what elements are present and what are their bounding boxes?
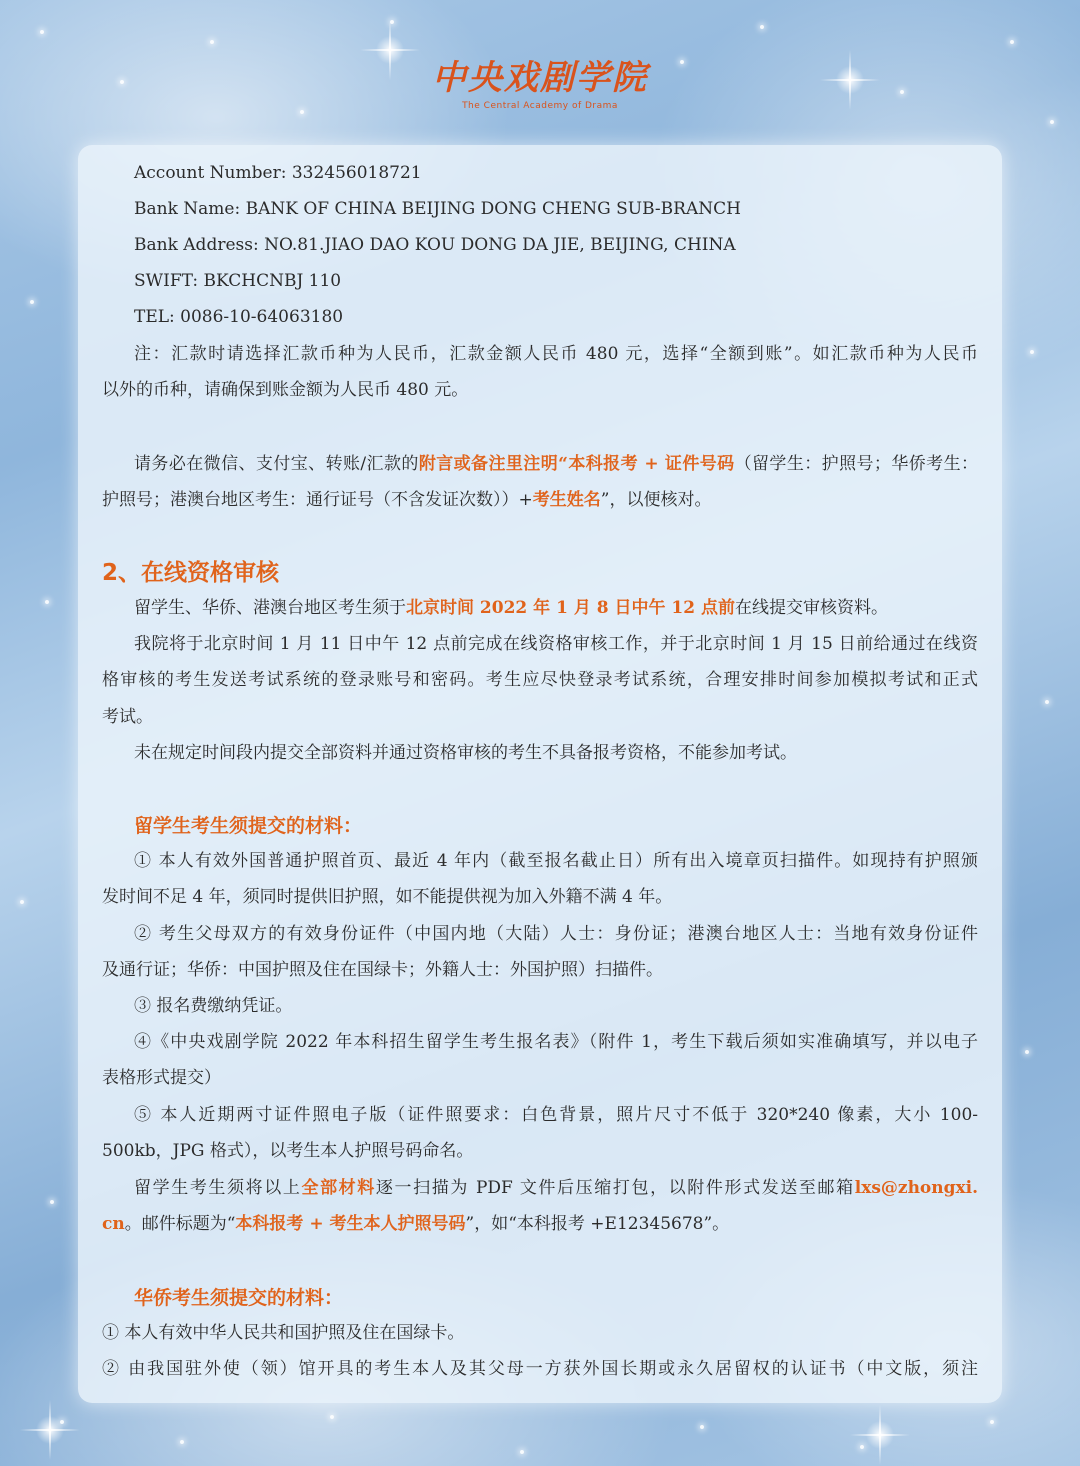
email-link[interactable]: lxs@zhongxi. <box>854 1178 979 1198</box>
intl-item-1-line-1: ① 本人有效外国普通护照首页、最近 4 年内（截至报名截止日）所有出入境章页扫描件。如现持有护照颁 <box>134 851 978 871</box>
intl-item-3: ③ 报名费缴纳凭证。 <box>134 996 293 1016</box>
swift-code: SWIFT: BKCHCNBJ 110 <box>134 271 342 291</box>
section-2-para-line-2: 格审核的考生发送考试系统的登录账号和密码。考生应尽快登录考试系统，合理安排时间参加模拟考试和正式 <box>102 670 978 690</box>
section-2-para-line-3: 考试。 <box>102 707 153 727</box>
intl-item-4-line-1: ④《中央戏剧学院 2022 年本科招生留学生考生报名表》（附件 1，考生下载后须如实准确填写，并以电子 <box>134 1032 978 1052</box>
section-2-heading: 2、在线资格审核 <box>102 560 280 586</box>
logo-english: The Central Academy of Drama <box>462 101 618 111</box>
intl-item-2-line-2: 及通行证；华侨：中国护照及住在国绿卡；外籍人士：外国护照）扫描件。 <box>102 960 663 980</box>
academy-logo <box>0 58 1080 112</box>
section-2-deadline: 留学生、华侨、港澳台地区考生须于北京时间 2022 年 1 月 8 日中午 12 点前在线提交审核资料。 <box>134 598 888 618</box>
oc-item-1: ① 本人有效中华人民共和国护照及住在国绿卡。 <box>102 1323 465 1343</box>
intl-heading: 留学生考生须提交的材料： <box>134 815 363 837</box>
logo-chinese: 中央戏剧学院 <box>432 58 648 98</box>
section-2-warning: 未在规定时间段内提交全部资料并通过资格审核的考生不具备报考资格，不能参加考试。 <box>134 743 797 763</box>
intl-item-4-line-2: 表格形式提交） <box>102 1068 221 1088</box>
intl-submission-line-2: cn。邮件标题为“本科报考 + 考生本人护照号码”，如“本科报考 +E12345678”。 <box>102 1214 730 1234</box>
telephone: TEL: 0086-10-64063180 <box>134 307 344 327</box>
account-number: Account Number: 332456018721 <box>134 163 422 183</box>
note-line-2: 以外的币种，请确保到账金额为人民币 480 元。 <box>102 380 469 400</box>
remark-line-2: 护照号；港澳台地区考生：通行证号（不含发证次数））+考生姓名”，以便核对。 <box>102 490 712 510</box>
bank-name: Bank Name: BANK OF CHINA BEIJING DONG CHENG SUB-BRANCH <box>134 199 741 219</box>
intl-submission-line-1: 留学生考生须将以上全部材料逐一扫描为 PDF 文件后压缩打包，以附件形式发送至邮箱lxs@zhongxi. <box>134 1178 979 1198</box>
star-sparkle-bottom-left <box>20 1400 80 1460</box>
bank-address: Bank Address: NO.81.JIAO DAO KOU DONG DA JIE, BEIJING, CHINA <box>134 235 736 255</box>
remark-line-1: 请务必在微信、支付宝、转账/汇款的附言或备注里注明“本科报考 + 证件号码（留学生：护照号；华侨考生： <box>134 454 979 474</box>
oc-item-2-line-1: ② 由我国驻外使（领）馆开具的考生本人及其父母一方获外国长期或永久居留权的认证书（中文版，须注 <box>102 1359 978 1379</box>
section-2-para-line-1: 我院将于北京时间 1 月 11 日中午 12 点前完成在线资格审核工作，并于北京时间 1 月 15 日前给通过在线资 <box>134 634 978 654</box>
intl-item-5-line-1: ⑤ 本人近期两寸证件照电子版（证件照要求：白色背景，照片尺寸不低于 320*240 像素，大小 100- <box>134 1105 978 1125</box>
intl-item-5-line-2: 500kb，JPG 格式），以考生本人护照号码命名。 <box>102 1141 474 1161</box>
oc-heading: 华侨考生须提交的材料： <box>134 1287 344 1309</box>
star-sparkle-bottom-right <box>850 1405 910 1465</box>
intl-item-2-line-1: ② 考生父母双方的有效身份证件（中国内地（大陆）人士：身份证；港澳台地区人士：当地有效身份证件 <box>134 924 978 944</box>
note-line-1: 注：汇款时请选择汇款币种为人民币，汇款金额人民币 480 元，选择“全额到账”。如汇款币种为人民币 <box>134 344 978 364</box>
intl-item-1-line-2: 发时间不足 4 年，须同时提供旧护照，如不能提供视为加入外籍不满 4 年。 <box>102 887 673 907</box>
